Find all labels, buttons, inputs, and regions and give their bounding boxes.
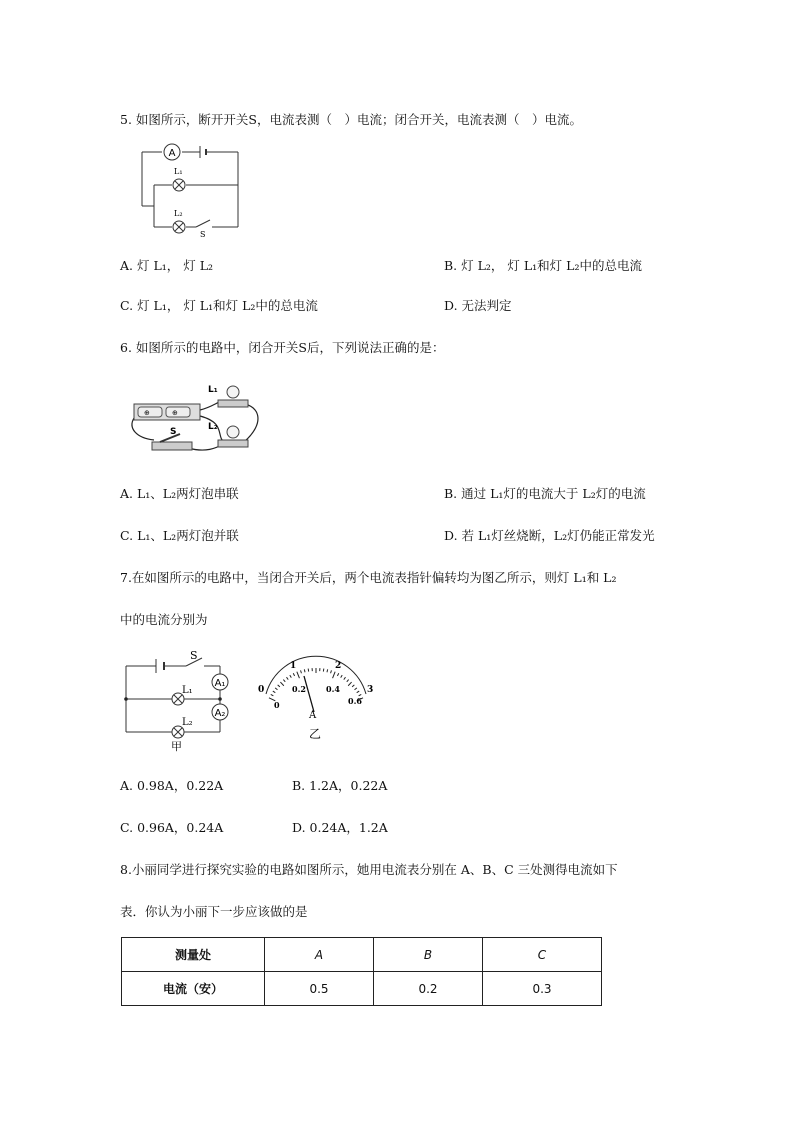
- q7-ammeter-a1: [212, 674, 228, 690]
- q6-option-b[interactable]: B. 通过 L₁灯的电流大于 L₂灯的电流: [444, 486, 646, 501]
- table-cell: 0.2: [374, 972, 483, 1006]
- q7-outer-tick-2: 2: [335, 661, 342, 671]
- dial-tick: [357, 691, 359, 693]
- q7-l1-label: L₁: [182, 685, 193, 696]
- q6-lamp-l1-icon: [218, 386, 248, 407]
- dial-tick: [280, 682, 283, 686]
- table-row: [122, 972, 602, 1006]
- q7-ammeter-dial-yi: [252, 652, 382, 744]
- q7-inner-tick-0: 0: [274, 700, 280, 710]
- dial-tick: [348, 682, 351, 686]
- dial-tick: [331, 670, 332, 673]
- table-row-label: 电流（安）: [122, 972, 265, 1006]
- q6-l2-label: L₂: [208, 422, 218, 432]
- q7-option-a[interactable]: A. 0.98A，0.22A: [120, 778, 224, 793]
- table-header-cell: C: [483, 938, 602, 972]
- svg-text:A₂: A₂: [214, 708, 226, 719]
- q7-stem-line2: 中的电流分别为: [120, 612, 208, 627]
- table-cell: 0.5: [265, 972, 374, 1006]
- dial-tick: [333, 672, 336, 679]
- q7-dial-arc: [266, 656, 366, 694]
- q7-outer-tick-1: 1: [290, 661, 297, 671]
- table-cell: 0.3: [483, 972, 602, 1006]
- q5-lamp-l1-icon: [173, 179, 185, 191]
- q7-inner-tick-2: 0.4: [326, 684, 340, 694]
- q6-stem: 6. 如图所示的电路中，闭合开关S后，下列说法正确的是：: [120, 340, 445, 355]
- q5-stem: 5. 如图所示，断开开关S，电流表测（ ）电流；闭合开关，电流表测（ ）电流。: [120, 112, 582, 127]
- q6-option-a[interactable]: A. L₁、L₂两灯泡串联: [120, 486, 239, 501]
- q6-switch-label: S: [170, 427, 177, 437]
- q7-inner-tick-1: 0.2: [292, 684, 306, 694]
- q7-outer-tick-0: 0: [258, 685, 265, 695]
- q5-l1-label: L₁: [174, 167, 183, 176]
- dial-tick: [287, 677, 289, 679]
- q7-caption-yi: 乙: [309, 727, 322, 741]
- q5-l2-label: L₂: [174, 209, 183, 218]
- dial-tick: [347, 680, 349, 682]
- dial-tick: [337, 673, 338, 676]
- q5-circuit-diagram: [130, 138, 250, 238]
- dial-tick: [352, 685, 354, 687]
- q8-measurement-table: [121, 937, 602, 1006]
- q5-option-d[interactable]: D. 无法判定: [444, 298, 512, 313]
- q7-option-c[interactable]: C. 0.96A，0.24A: [120, 820, 224, 835]
- dial-tick: [341, 675, 343, 678]
- table-header-cell: 测量处: [122, 938, 265, 972]
- q6-physical-circuit-image: [126, 378, 266, 464]
- dial-tick: [283, 680, 285, 682]
- q7-outer-tick-3: 3: [367, 685, 374, 695]
- dial-tick: [293, 673, 294, 676]
- q6-option-c[interactable]: C. L₁、L₂两灯泡并联: [120, 528, 239, 543]
- q7-switch-label: S: [190, 649, 198, 662]
- q7-stem-line1: 7.在如图所示的电路中，当闭合开关后，两个电流表指针偏转均为图乙所示，则灯 L₁和 L₂: [120, 570, 617, 585]
- q6-lamp-l2-icon: [218, 426, 248, 447]
- q5-option-a[interactable]: A. 灯 L₁， 灯 L₂: [120, 258, 214, 273]
- q7-caption-jia: 甲: [171, 740, 182, 753]
- svg-text:A: A: [168, 148, 176, 159]
- q7-option-b[interactable]: B. 1.2A，0.22A: [292, 778, 388, 793]
- dial-tick: [297, 672, 300, 679]
- table-header-cell: A: [265, 938, 374, 972]
- q7-inner-tick-3: 0.6: [348, 696, 362, 706]
- dial-tick: [304, 669, 305, 672]
- table-header-row: [122, 938, 602, 972]
- q7-option-d[interactable]: D. 0.24A，1.2A: [292, 820, 388, 835]
- dial-tick: [275, 688, 277, 690]
- q5-switch-label: S: [200, 230, 206, 238]
- dial-tick: [327, 669, 328, 672]
- q8-stem-line1: 8.小丽同学进行探究实验的电路如图所示，她用电流表分别在 A、B、C 三处测得电流如下: [120, 862, 618, 877]
- dial-tick: [290, 675, 292, 678]
- q5-option-c[interactable]: C. 灯 L₁， 灯 L₁和灯 L₂中的总电流: [120, 298, 318, 313]
- q7-circuit-diagram-jia: [120, 646, 240, 754]
- svg-text:⊕: ⊕: [144, 409, 150, 417]
- dial-tick: [355, 688, 357, 690]
- dial-tick: [271, 694, 274, 695]
- q7-dial-needle: [304, 676, 314, 712]
- svg-text:A₁: A₁: [214, 678, 226, 689]
- dial-tick: [278, 685, 280, 687]
- dial-tick: [344, 677, 346, 679]
- q7-ammeter-a2: [212, 704, 228, 720]
- dial-tick: [301, 670, 302, 673]
- dial-tick: [273, 691, 275, 693]
- svg-text:⊕: ⊕: [172, 409, 178, 417]
- q5-ammeter: [164, 144, 180, 160]
- q5-option-b[interactable]: B. 灯 L₂， 灯 L₁和灯 L₂中的总电流: [444, 258, 642, 273]
- q5-lamp-l2-icon: [173, 221, 185, 233]
- q6-option-d[interactable]: D. 若 L₁灯丝烧断，L₂灯仍能正常发光: [444, 528, 655, 543]
- q7-dial-unit: A: [309, 710, 317, 721]
- table-header-cell: B: [374, 938, 483, 972]
- q7-l2-label: L₂: [182, 717, 193, 728]
- q8-stem-line2: 表．你认为小丽下一步应该做的是: [120, 904, 308, 919]
- q6-battery-holder-icon: [134, 404, 200, 420]
- q6-l1-label: L₁: [208, 385, 218, 395]
